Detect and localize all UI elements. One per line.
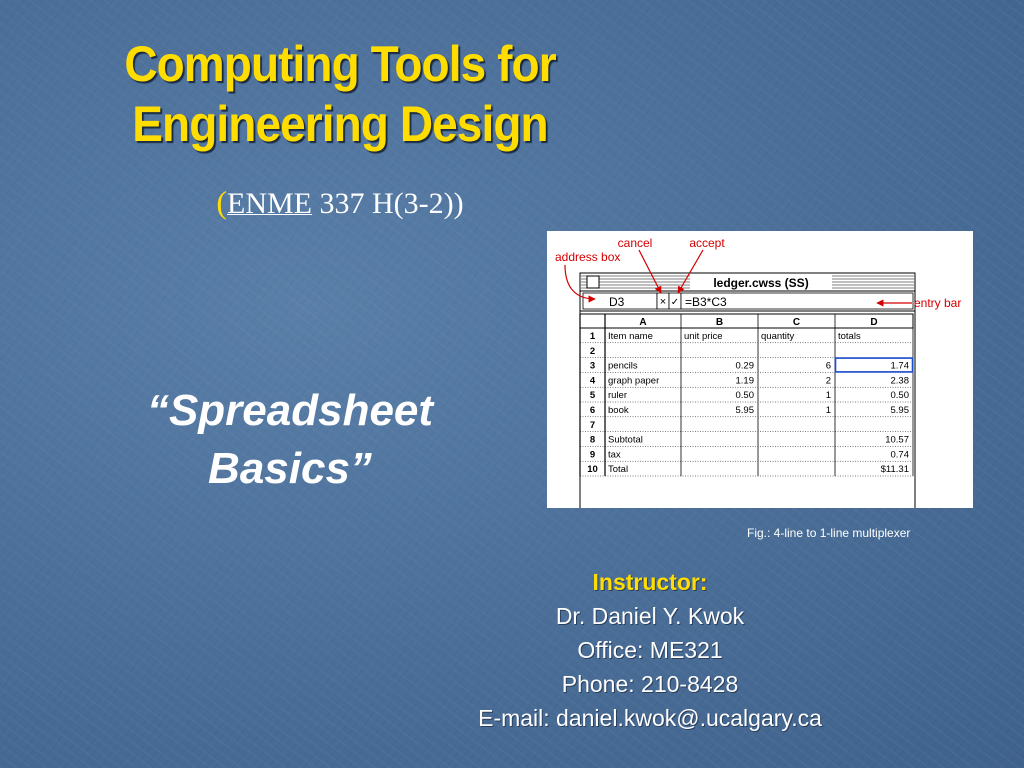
cell-b1[interactable]: unit price [684, 331, 723, 342]
cell-d4[interactable]: 2.38 [890, 375, 909, 387]
cell-b4[interactable]: 1.19 [735, 375, 754, 387]
cell-d1[interactable]: totals [838, 331, 861, 342]
row-header-2[interactable]: 2 [589, 345, 596, 357]
instructor-office: Office: ME321 [577, 637, 723, 663]
topic-line-1: “Spreadsheet [146, 386, 434, 435]
accept-icon: ✓ [670, 297, 680, 308]
column-header-c[interactable]: C [792, 317, 801, 328]
instructor-phone: Phone: 210-8428 [561, 671, 739, 697]
topic-line-2: Basics” [208, 444, 372, 493]
cell-a1[interactable]: Item name [608, 331, 653, 342]
address-text: D3 [609, 295, 625, 309]
cell-a6[interactable]: book [608, 405, 629, 416]
close-box-icon[interactable] [587, 276, 599, 288]
column-header-row [580, 314, 913, 328]
cell-a3[interactable]: pencils [608, 360, 638, 372]
cell-d10[interactable]: $11.31 [880, 464, 909, 476]
row-header-3[interactable]: 3 [589, 360, 596, 372]
cell-a4[interactable]: graph paper [608, 375, 660, 387]
column-header-a[interactable]: A [639, 317, 647, 328]
cell-a10[interactable]: Total [608, 464, 629, 476]
row-header-6[interactable]: 6 [589, 405, 596, 416]
cancel-icon: × [659, 296, 667, 308]
cell-d6[interactable]: 5.95 [890, 405, 909, 416]
course-code [70, 184, 610, 221]
window-title: ledger.cwss (SS) [713, 276, 809, 290]
row-header-9[interactable]: 9 [589, 449, 596, 461]
topic-heading [100, 382, 480, 498]
accept-label: accept [689, 236, 725, 250]
instructor-info [400, 565, 900, 735]
cell-a5[interactable]: ruler [608, 390, 628, 402]
cell-b5[interactable]: 0.50 [735, 390, 754, 402]
cell-a8[interactable]: Subtotal [608, 434, 643, 446]
slide-title [92, 34, 589, 154]
column-header-b[interactable]: B [715, 317, 724, 328]
cell-b6[interactable]: 5.95 [735, 405, 754, 416]
figure-caption: Fig.: 4-line to 1-line multiplexer [747, 526, 911, 540]
subtitle-rest: 337 H(3-2)) [312, 187, 464, 220]
row-header-1[interactable]: 1 [589, 331, 596, 342]
row-header-7[interactable]: 7 [589, 419, 596, 431]
cancel-label: cancel [617, 236, 653, 250]
title-line-1: Computing Tools for [124, 36, 556, 92]
subtitle-open-paren: ( [216, 184, 227, 220]
row-header-5[interactable]: 5 [589, 390, 596, 402]
cell-c6[interactable]: 1 [825, 405, 831, 416]
instructor-heading: Instructor: [592, 569, 708, 595]
title-bar [580, 273, 915, 291]
cell-d3[interactable]: 1.74 [890, 360, 909, 372]
cell-c5[interactable]: 1 [825, 390, 831, 402]
row-header-8[interactable]: 8 [589, 434, 596, 446]
row-header-10[interactable]: 10 [587, 464, 598, 476]
cell-b3[interactable]: 0.29 [735, 360, 754, 372]
address-box-label: address box [555, 250, 621, 264]
cell-d8[interactable]: 10.57 [885, 434, 909, 446]
spreadsheet-diagram [547, 231, 973, 508]
row-header-4[interactable]: 4 [589, 375, 596, 387]
subtitle-code: ENME [227, 187, 312, 220]
cell-c4[interactable]: 2 [825, 375, 831, 387]
column-header-d[interactable]: D [870, 317, 878, 328]
entry-bar-label: entry bar [914, 296, 962, 310]
cell-d5[interactable]: 0.50 [890, 390, 909, 402]
cell-c3[interactable]: 6 [825, 360, 831, 372]
instructor-name: Dr. Daniel Y. Kwok [555, 603, 745, 629]
cell-c1[interactable]: quantity [761, 331, 795, 342]
cell-a9[interactable]: tax [608, 449, 621, 461]
title-line-2: Engineering Design [132, 96, 548, 152]
instructor-email[interactable]: E-mail: daniel.kwok@.ucalgary.ca [478, 705, 822, 731]
formula-text: =B3*C3 [685, 295, 727, 309]
spreadsheet-figure [547, 231, 973, 508]
cell-d9[interactable]: 0.74 [890, 449, 909, 461]
